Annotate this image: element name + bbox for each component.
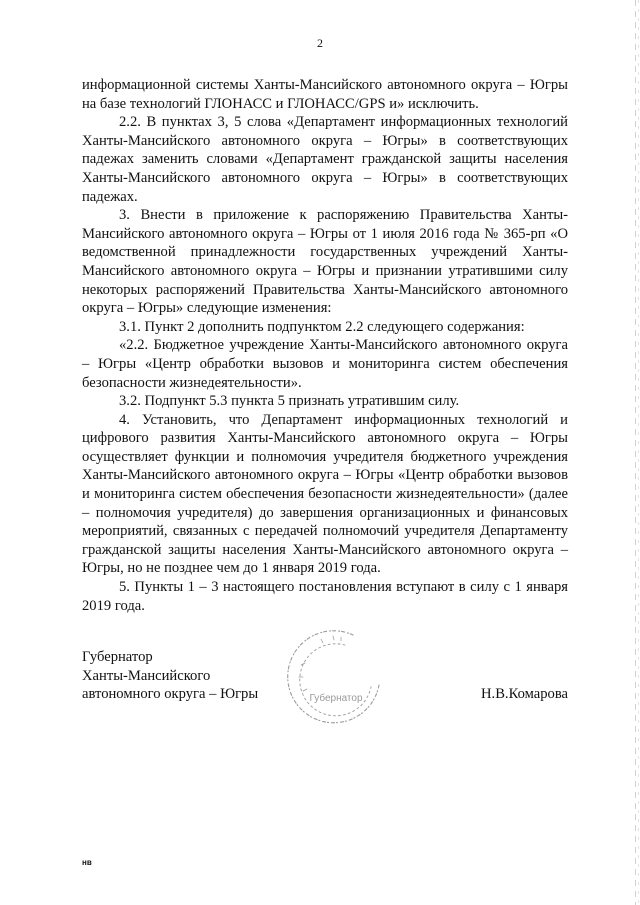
signatory-title-line-1: Губернатор bbox=[82, 649, 153, 665]
stamp-text: Губернатор bbox=[309, 693, 363, 704]
page-number: 2 bbox=[317, 36, 323, 50]
signatory-title-line-2: Ханты-Мансийского bbox=[82, 667, 211, 684]
paragraph-2-2: 2.2. В пунктах 3, 5 слова «Департамент информационных технологий Ханты-Мансийского автономного округа – Югры» в соответствующих падежах заменить словами «Департамент гражданской защиты населения Ханты-Мансийского автономного округа – Югры» в соответствующих падежах. bbox=[82, 114, 568, 205]
signatory-title-line-3: автономного округа – Югры bbox=[82, 686, 259, 703]
round-seal-stamp-icon bbox=[281, 625, 391, 735]
paragraph-5: 5. Пункты 1 – 3 настоящего постановления вступают в силу с 1 января 2019 года. bbox=[82, 579, 568, 614]
scan-edge-artifact-2 bbox=[638, 0, 639, 905]
signatory-name: Н.В.Комарова bbox=[481, 686, 568, 702]
document-body bbox=[82, 76, 568, 615]
paragraph-3: 3. Внести в приложение к распоряжению Правительства Ханты-Мансийского автономного округа – Югры от 1 июля 2016 года № 365-рп «О ведомственной принадлежности государственных учреждений Ханты-Мансийского автономного округа – Югры и признании утратившими силу некоторых распоряжений Правительства Ханты-Мансийского автономного округа – Югры» следующие изменения: bbox=[82, 207, 568, 317]
paragraph-4: 4. Установить, что Департамент информационных технологий и цифрового развития Ханты-Мансийского автономного округа – Югры осуществляет функции и полномочия учредителя бюджетного учреждения Ханты-Мансийского автономного округа – Югры «Центр обработки вызовов и мониторинга систем обеспечения безопасности жизнедеятельности» (далее – полномочия учредителя) до завершения организационных и финансовых мероприятий, связанных с передачей полномочий учредителя Департаменту гражданской защиты населения Ханты-Мансийского автономного округа – Югры, но не позднее чем до 1 января 2019 года. bbox=[82, 411, 568, 577]
scan-edge-artifact bbox=[635, 0, 636, 905]
paragraph-continuation: информационной системы Ханты-Мансийского автономного округа – Югры на базе технологий ГЛОНАСС и ГЛОНАСС/GPS и» исключить. bbox=[82, 77, 568, 112]
footer-executor-mark: нв bbox=[82, 858, 92, 867]
paragraph-quote-2-2: «2.2. Бюджетное учреждение Ханты-Мансийского автономного округа – Югры «Центр обработки вызовов и мониторинга систем обеспечения безопасности жизнедеятельности». bbox=[82, 337, 568, 391]
paragraph-3-2: 3.2. Подпункт 5.3 пункта 5 признать утратившим силу. bbox=[119, 393, 460, 410]
paragraph-3-1: 3.1. Пункт 2 дополнить подпунктом 2.2 следующего содержания: bbox=[119, 318, 525, 335]
signatory-title bbox=[82, 648, 258, 704]
